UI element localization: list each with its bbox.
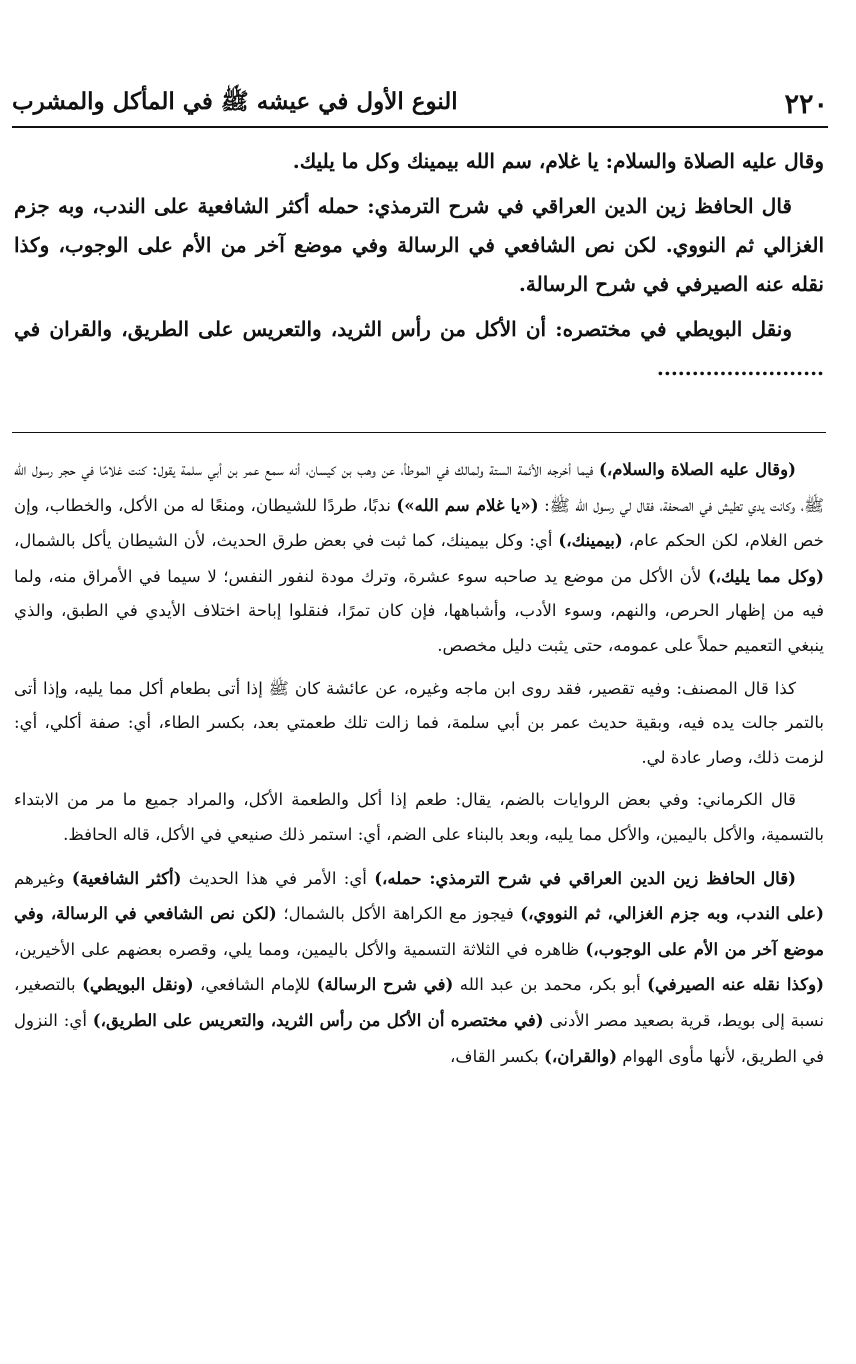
commentary-segment: بكسر القاف،: [450, 1046, 545, 1066]
commentary-segment: ندبًا، طردًا للشيطان، ومنعًا له من الأكل، والخطاب، وإن خص الغلام، لكن الحكم عام،: [14, 495, 825, 551]
main-text-paragraph-1: وقال عليه الصلاة والسلام: يا غلام، سم الله بيمينك وكل ما يليك.: [292, 149, 824, 173]
commentary-segment: أي: الأمر في هذا الحديث: [181, 868, 375, 888]
separator-rule: [12, 432, 826, 433]
quoted-matn-segment: (ونقل البويطي): [82, 974, 194, 995]
commentary-segment: لأن الأكل من موضع يد صاحبه سوء عشرة، وترك مودة لنفور النفس؛ لا سيما في الأمراق منه، ولما فيه من إظهار الحرص، والنهم، وسوء الأدب، وأشباهها، فإن كان تمرًا، فنقلوا إباحة اختلاف الأيدي في الطبق، والذي ينبغي التعميم حملاً على عمومه، حتى يثبت دليل مخصص.: [14, 566, 824, 655]
commentary-segment: فيجوز مع الكراهة الأكل بالشمال؛: [276, 904, 521, 924]
quoted-matn-segment: (بيمينك،): [558, 530, 623, 551]
commentary-segment: أبو بكر، محمد بن عبد الله: [453, 975, 648, 995]
quoted-matn-segment: (والقران،): [544, 1045, 618, 1066]
commentary-paragraph-2: كذا قال المصنف: وفيه تقصير، فقد روى ابن ماجه وغيره، عن عائشة كان ﷺ إذا أتى بطعام أكل مما يليه، وإذا أتى بالتمر جالت يده فيه، وبقية حديث عمر بن أبي سلمة، فما زالت تلك طعمتي بعد، بكسر الطاء، أي: صفة أكلي، أي: لزمت ذلك، وصار عادة لي.: [14, 678, 824, 767]
commentary-segment: بالتصغير، نسبة إلى بويط، قرية بصعيد مصر الأدنى: [14, 975, 825, 1030]
commentary-segment: فيما أخرجه الأئمة الستة ولمالك في الموطأ، عن وهب بن كيسان، أنه سمع عمر بن أبي سلمة يقول: كنت غلامًا في حجر رسول الله ﷺ، وكانت يدي تطيش في الصحفة، فقال لي رسول الله ﷺ:: [14, 460, 825, 515]
page-header: [12, 82, 828, 128]
page-number: ٢٢٠: [784, 88, 828, 120]
quoted-matn-segment: («يا غلام سم الله»): [396, 494, 539, 515]
quoted-matn-segment: (قال الحافظ زين الدين العراقي في شرح الترمذي: حمله،): [374, 867, 796, 888]
commentary-segment: للإمام الشافعي،: [193, 975, 317, 995]
quoted-matn-segment: (لكن نص الشافعي في الرسالة، وفي موضع آخر من الأم على الوجوب،): [14, 903, 824, 959]
main-text: [14, 142, 824, 394]
commentary-segment: أي: وكل بيمينك، كما ثبت في بعض طرق الحديث، لأن الشيطان يأكل بالشمال،: [14, 531, 559, 551]
quoted-matn-segment: (في مختصره أن الأكل من رأس الثريد، والتعريس على الطريق،): [92, 1009, 544, 1030]
commentary-paragraph-4: [14, 861, 824, 1075]
commentary: [14, 452, 824, 1082]
quoted-matn-segment: (أكثر الشافعية): [71, 867, 182, 888]
quoted-matn-segment: (في شرح الرسالة): [316, 974, 454, 995]
commentary-paragraph-3: قال الكرماني: وفي بعض الروايات بالضم، يقال: طعم إذا أكل والطعمة الأكل، والمراد جميع ما مر من الابتداء بالتسمية، والأكل باليمين، والأكل مما يليه، وبعد بالبناء على الضم، أي: استمر ذلك صنيعي في الأكل، قاله الحافظ.: [14, 790, 824, 844]
quoted-matn-segment: (وقال عليه الصلاة والسلام،): [599, 459, 796, 479]
commentary-segment: وغيرهم: [14, 868, 72, 888]
running-title: النوع الأول في عيشه ﷺ في المأكل والمشرب: [12, 88, 458, 115]
commentary-segment: أي: النزول في الطريق، لأنها مأوى الهوام: [14, 1010, 824, 1066]
main-text-paragraph-3: ونقل البويطي في مختصره: أن الأكل من رأس الثريد، والتعريس على الطريق، والقران في ........................: [14, 317, 824, 380]
quoted-matn-segment: (على الندب، وبه جزم الغزالي، ثم النووي،): [520, 903, 824, 924]
commentary-segment: ظاهره في الثلاثة التسمية والأكل باليمين، ومما يلي، وقصره بعضهم على الأخيرين،: [14, 939, 586, 959]
quoted-matn-segment: (وكذا نقله عنه الصيرفي): [647, 974, 824, 995]
quoted-matn-segment: (وكل مما يليك،): [707, 565, 825, 586]
main-text-paragraph-2: قال الحافظ زين الدين العراقي في شرح الترمذي: حمله أكثر الشافعية على الندب، وبه جزم الغزالي ثم النووي. لكن نص الشافعي في الرسالة وفي موضع آخر من الأم على الوجوب، وكذا نقله عنه الصيرفي في شرح الرسالة.: [14, 194, 824, 296]
commentary-paragraph-1: [14, 452, 824, 664]
